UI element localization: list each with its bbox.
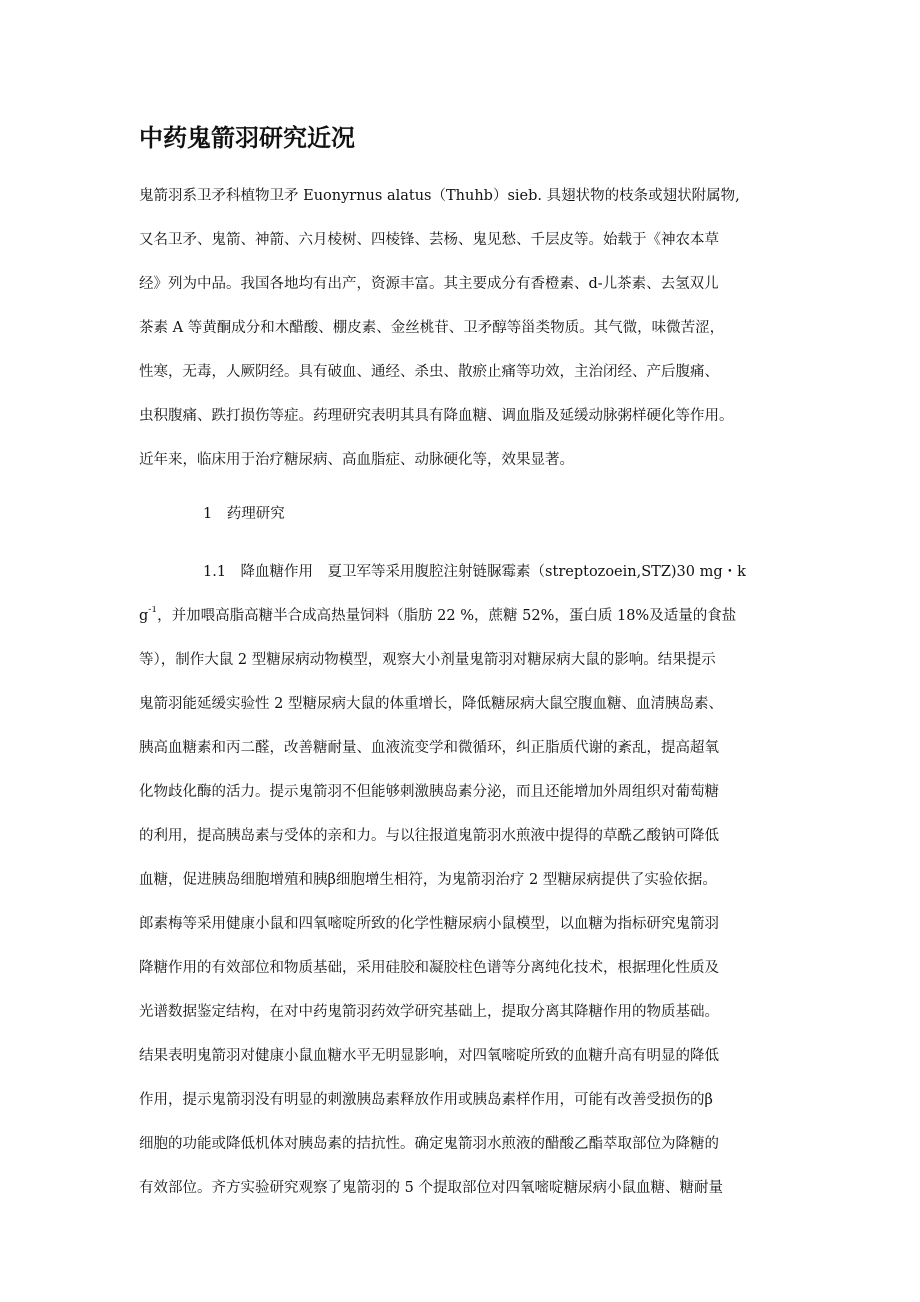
body-line: 鬼箭羽能延缓实验性 2 型糖尿病大鼠的体重增长，降低糖尿病大鼠空腹血糖、血清胰岛素、 — [139, 696, 723, 712]
body-text: ，并加喂高脂高糖半合成高热量饲料（脂肪 22 %，蔗糖 52%，蛋白质 18%及适量的食盐 — [157, 608, 737, 624]
body-line-with-superscript — [139, 606, 789, 626]
body-line: 细胞的功能或降低机体对胰岛素的拮抗性。确定鬼箭羽水煎液的醋酸乙酯萃取部位为降糖的 — [139, 1136, 719, 1152]
body-line: 郎素梅等采用健康小鼠和四氧嘧啶所致的化学性糖尿病小鼠模型，以血糖为指标研究鬼箭羽 — [139, 916, 719, 932]
body-line: 又名卫矛、鬼箭、神箭、六月棱树、四棱锋、芸杨、鬼见愁、千层皮等。始载于《神农本草 — [139, 232, 719, 248]
section-heading: 1 药理研究 — [203, 506, 285, 522]
unit-text: g — [139, 608, 149, 624]
body-line: 鬼箭羽系卫矛科植物卫矛 Euonyrnus alatus（Thuhb）sieb. 具翅状物的枝条或翅状附属物, — [139, 188, 740, 204]
body-line: 性寒，无毒，人厥阴经。具有破血、通经、杀虫、散瘀止痛等功效，主治闭经、产后腹痛、 — [139, 364, 719, 380]
body-line: 有效部位。齐方实验研究观察了鬼箭羽的 5 个提取部位对四氧嘧啶糖尿病小鼠血糖、糖耐量 — [139, 1180, 723, 1196]
body-line: 结果表明鬼箭羽对健康小鼠血糖水平无明显影响，对四氧嘧啶所致的血糖升高有明显的降低 — [139, 1048, 719, 1064]
subsection-heading-line: 1.1 降血糖作用 夏卫军等采用腹腔注射链脲霉素（streptozoein,STZ)30 mg・k — [203, 564, 746, 580]
body-line: 茶素 A 等黄酮成分和木醋酸、棚皮素、金丝桃苷、卫矛醇等甾类物质。其气微，味微苦涩， — [139, 320, 725, 336]
body-line: 等），制作大鼠 2 型糖尿病动物模型，观察大小剂量鬼箭羽对糖尿病大鼠的影响。结果提示 — [139, 652, 716, 668]
body-line: 降糖作用的有效部位和物质基础，采用硅胶和凝胶柱色谱等分离纯化技术，根据理化性质及 — [139, 960, 719, 976]
body-line: 作用，提示鬼箭羽没有明显的刺激胰岛素释放作用或胰岛素样作用，可能有改善受损伤的β — [139, 1092, 713, 1108]
body-line: 光谱数据鉴定结构，在对中药鬼箭羽药效学研究基础上，提取分离其降糖作用的物质基础。 — [139, 1004, 719, 1020]
document-title: 中药鬼箭羽研究近况 — [139, 124, 355, 152]
superscript: -1 — [148, 606, 158, 616]
body-line: 经》列为中品。我国各地均有出产，资源丰富。其主要成分有香橙素、d-儿茶素、去氢双儿 — [139, 276, 719, 292]
body-line: 血糖，促进胰岛细胞增殖和胰β细胞增生相符，为鬼箭羽治疗 2 型糖尿病提供了实验依据。 — [139, 872, 717, 888]
body-line: 胰高血糖素和丙二醛，改善糖耐量、血液流变学和微循环，纠正脂质代谢的紊乱，提高超氧 — [139, 740, 719, 756]
body-line: 化物歧化酶的活力。提示鬼箭羽不但能够刺激胰岛素分泌，而且还能增加外周组织对葡萄糖 — [139, 784, 719, 800]
body-line: 虫积腹痛、跌打损伤等症。药理研究表明其具有降血糖、调血脂及延缓动脉粥样硬化等作用。 — [139, 408, 734, 424]
body-line: 的利用，提高胰岛素与受体的亲和力。与以往报道鬼箭羽水煎液中提得的草酰乙酸钠可降低 — [139, 828, 719, 844]
body-line: 近年来，临床用于治疗糖尿病、高血脂症、动脉硬化等，效果显著。 — [139, 452, 574, 468]
